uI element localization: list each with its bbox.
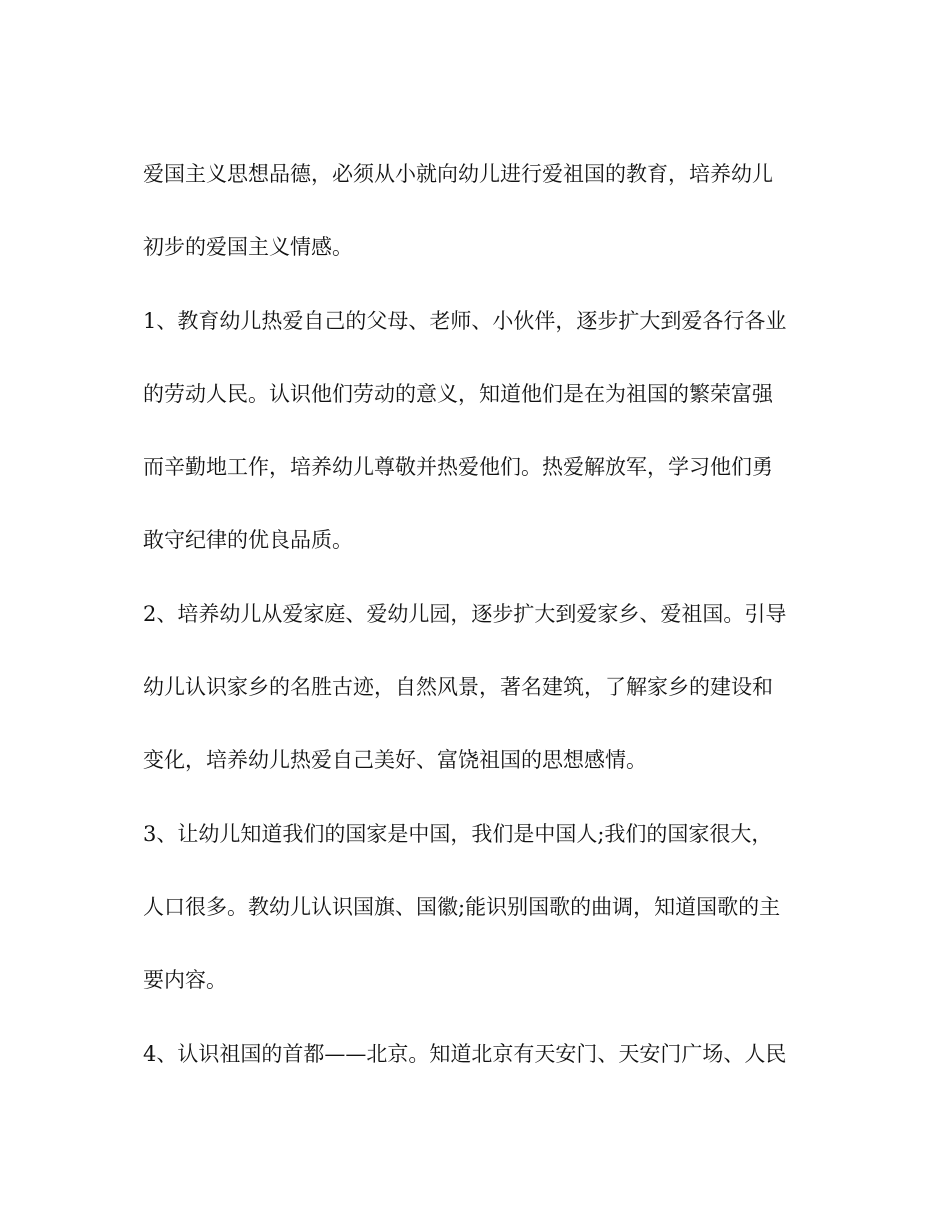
text-line: 变化，培养幼儿热爱自己美好、富饶祖国的思想感情。 [143, 748, 647, 773]
paragraph-item-4 [143, 1018, 813, 1091]
text-line: 2、培养幼儿从爱家庭、爱幼儿园，逐步扩大到爱家乡、爱祖国。引导 [143, 601, 787, 626]
paragraph-item-3 [143, 798, 813, 1018]
paragraph-item-1 [143, 285, 813, 578]
text-line: 敢守纪律的优良品质。 [143, 528, 353, 553]
text-line: 1、教育幼儿热爱自己的父母、老师、小伙伴，逐步扩大到爱各行各业 [143, 308, 787, 333]
text-line: 3、让幼儿知道我们的国家是中国，我们是中国人;我们的国家很大， [143, 821, 773, 846]
text-line: 幼儿认识家乡的名胜古迹，自然风景，著名建筑，了解家乡的建设和 [143, 675, 773, 700]
paragraph-item-2 [143, 578, 813, 798]
text-line: 4、认识祖国的首都——北京。知道北京有天安门、天安门广场、人民 [143, 1041, 787, 1066]
document-body [143, 138, 813, 1091]
text-line: 爱国主义思想品德，必须从小就向幼儿进行爱祖国的教育，培养幼儿 [143, 162, 773, 186]
paragraph-intro [143, 138, 813, 285]
text-line: 而辛勤地工作，培养幼儿尊敬并热爱他们。热爱解放军，学习他们勇 [143, 455, 773, 480]
text-line: 初步的爱国主义情感。 [143, 235, 353, 260]
text-line: 要内容。 [143, 968, 227, 993]
text-line: 人口很多。教幼儿认识国旗、国徽;能识别国歌的曲调，知道国歌的主 [143, 894, 781, 919]
text-line: 的劳动人民。认识他们劳动的意义，知道他们是在为祖国的繁荣富强 [143, 381, 773, 406]
